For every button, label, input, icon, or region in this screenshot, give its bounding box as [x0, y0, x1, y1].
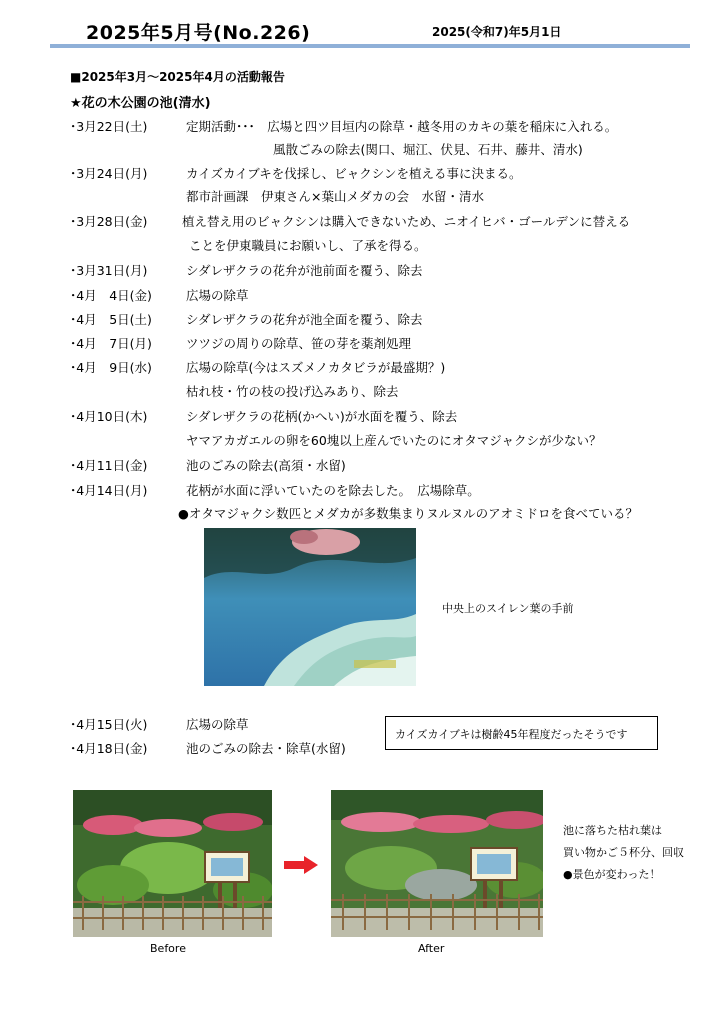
issue-title: 2025年5月号(No.226) [86, 22, 311, 44]
entry-text: シダレザクラの花柄(かへい)が水面を覆う、除去 [186, 409, 458, 424]
entry-text: 広場の除草 [186, 288, 249, 303]
entry-date: ･4月11日(金) [70, 458, 148, 473]
header-divider [50, 44, 690, 48]
side-note-line: ●景色が変わった！ [563, 868, 661, 881]
after-label: After [418, 942, 445, 955]
entry-text: 枯れ枝・竹の枝の投げ込みあり、除去 [186, 384, 399, 399]
entry-date: ･3月22日(土) [70, 119, 148, 134]
entry-date: ･4月10日(木) [70, 409, 148, 424]
entry-text: カイズカイブキを伐採し、ビャクシンを植える事に決まる。 [186, 166, 522, 181]
entry-date: ･4月15日(火) [70, 717, 148, 732]
side-note-line: 池に落ちた枯れ葉は [563, 824, 662, 837]
entry-date: ･3月24日(月) [70, 166, 148, 181]
entry-text: 池のごみの除去(高須・水留) [186, 458, 346, 473]
entry-text: 花柄が水面に浮いていたのを除去した。 広場除草。 [186, 483, 480, 498]
after-photo [331, 790, 543, 937]
subsection-title: ★花の木公園の池(清水) [70, 96, 211, 111]
issue-date: 2025(令和7)年5月1日 [432, 25, 562, 39]
entry-date: ･4月18日(金) [70, 741, 148, 756]
entry-date: ･4月 9日(水) [70, 360, 152, 375]
entry-text: 定期活動･･･ 広場と四ツ目垣内の除草・越冬用のカキの葉を稲床に入れる。 [186, 119, 618, 134]
entry-text: シダレザクラの花弁が池前面を覆う、除去 [186, 263, 423, 278]
before-photo [73, 790, 272, 937]
entry-date: ･3月31日(月) [70, 263, 148, 278]
arrow-right-icon [284, 856, 318, 878]
entry-date: ･4月 5日(土) [70, 312, 152, 327]
entry-text: 都市計画課 伊東さん×葉山メダカの会 水留・清水 [186, 189, 484, 204]
entry-text: 風散ごみの除去(関口、堀江、伏見、石井、藤井、清水) [273, 142, 583, 157]
entry-text: ツツジの周りの除草、笹の芽を薬剤処理 [186, 336, 412, 351]
entry-text: 池のごみの除去・除草(水留) [186, 741, 346, 756]
entry-text: 植え替え用のビャクシンは購入できないため、ニオイヒバ・ゴールデンに替える [182, 214, 631, 229]
entry-text: ことを伊東職員にお願いし、了承を得る。 [189, 238, 427, 253]
entry-date: ･4月14日(月) [70, 483, 148, 498]
side-note-line: 買い物かご５杯分、回収 [563, 846, 684, 859]
note-text: カイズカイブキは樹齢45年程度だったそうです [395, 728, 628, 741]
entry-date: ･4月 7日(月) [70, 336, 152, 351]
entry-text: 広場の除草 [186, 717, 249, 732]
entry-text: ヤマアカガエルの卵を60塊以上産んでいたのにオタマジャクシが少ない？ [186, 433, 602, 448]
entry-text: 広場の除草(今はスズメノカタビラが最盛期？) [186, 360, 446, 375]
observation-note: ●オタマジャクシ数匹とメダカが多数集まりヌルヌルのアオミドロを食べている？ [178, 506, 639, 521]
entry-text: シダレザクラの花弁が池全面を覆う、除去 [186, 312, 423, 327]
pond-photo [204, 528, 416, 686]
before-label: Before [150, 942, 186, 955]
section-title: ■2025年3月～2025年4月の活動報告 [70, 70, 285, 84]
entry-date: ･3月28日(金) [70, 214, 148, 229]
entry-date: ･4月 4日(金) [70, 288, 152, 303]
pond-photo-caption: 中央上のスイレン葉の手前 [442, 602, 574, 615]
